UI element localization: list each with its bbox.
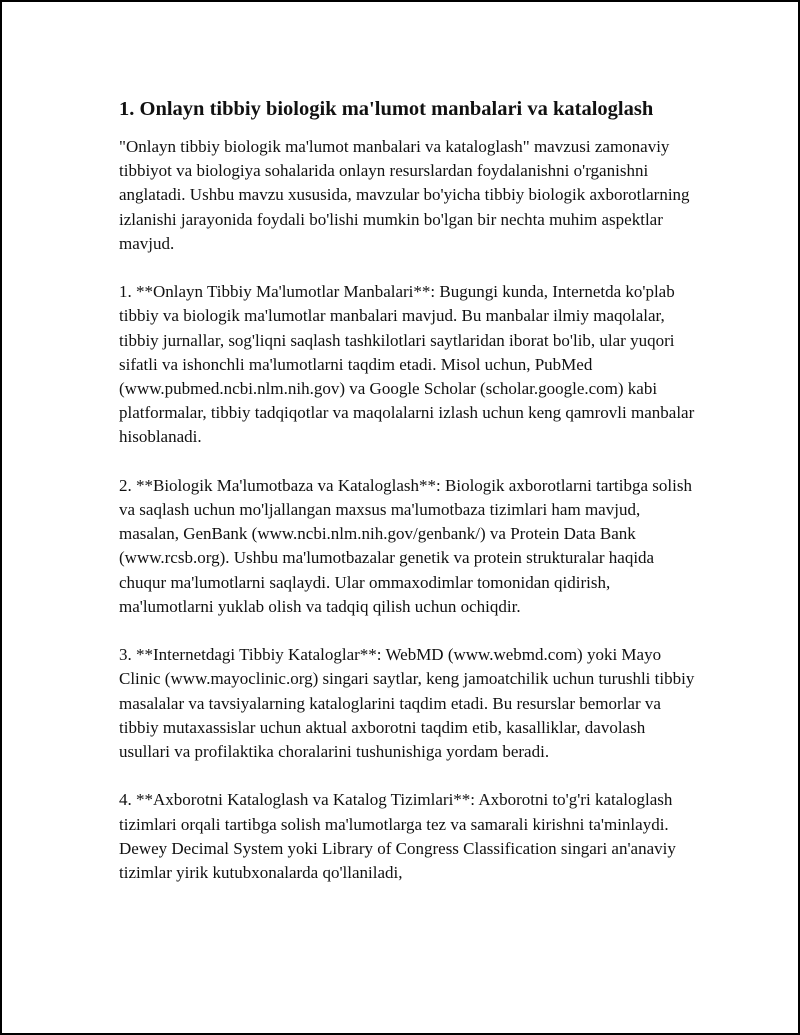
list-item-biological-databases: 2. **Biologik Ma'lumotbaza va Kataloglash**: Biologik axborotlarni tartibga solish va saqlash uchun mo'ljallangan maxsus ma'lumotbaza tizimlari ham mavjud, masalan, GenBank (www.ncbi.nlm.nih.gov/genbank/) va Protein Data Bank (www.rcsb.org). Ushbu ma'lumotbazalar genetik va protein strukturalar haqida chuqur ma'lumotlarni saqlaydi. Ular ommaxodimlar tomonidan qidirish, ma'lumotlarni yuklab olish va tadqiq qilish uchun ochiqdir.	[119, 475, 692, 616]
intro-paragraph: "Onlayn tibbiy biologik ma'lumot manbalari va kataloglash" mavzusi zamonaviy tibbiyot va biologiya sohalarida onlayn resurslardan foydalanishni o'rganishni anglatadi. Ushbu mavzu xususida, mavzular bo'yicha tibbiy biologik axborotlarning izlanishi jarayonida foydali bo'lishi mumkin bo'lgan bir nechta muhim aspektlar mavjud.	[119, 137, 690, 253]
list-item-online-sources: 1. **Onlayn Tibbiy Ma'lumotlar Manbalari**: Bugungi kunda, Internetda ko'plab tibbiy va biologik ma'lumotlar manbalari mavjud. Bu manbalar ilmiy maqolalar, tibbiy jurnallar, sog'liqni saqlash tashkilotlari saytlaridan iborat bo'lib, ular yuqori sifatli va ishonchli ma'lumotlarni taqdim etadi. Misol uchun, PubMed (www.pubmed.ncbi.nlm.nih.gov) va Google Scholar (scholar.google.com) kabi platformalar, tibbiy tadqiqotlar va maqolalarni izlash uchun keng qamrovli manbalar hisoblanadi.	[119, 282, 695, 447]
section-heading: 1. Onlayn tibbiy biologik ma'lumot manbalari va kataloglash	[119, 98, 654, 120]
list-item-catalog-systems: 4. **Axborotni Kataloglash va Katalog Tizimlari**: Axborotni to'g'ri kataloglash tizimlari orqali tartibga solish ma'lumotlarga tez va samarali kirishni ta'minlaydi. Dewey Decimal System yoki Library of Congress Classification singari an'anaviy tizimlar yirik kutubxonalarda qo'llaniladi,	[119, 790, 676, 883]
document-body	[119, 95, 699, 885]
list-item-medical-catalogs: 3. **Internetdagi Tibbiy Kataloglar**: WebMD (www.webmd.com) yoki Mayo Clinic (www.mayoclinic.org) singari saytlar, keng jamoatchilik uchun turushli tibbiy masalalar va tavsiyalarning kataloglarini taqdim etadi. Bu resurslar bemorlar va tibbiy mutaxassislar uchun aktual axborotni taqdim etib, kasalliklar, davolash usullari va profilaktika choralarini tushunishiga yordam beradi.	[119, 645, 695, 762]
